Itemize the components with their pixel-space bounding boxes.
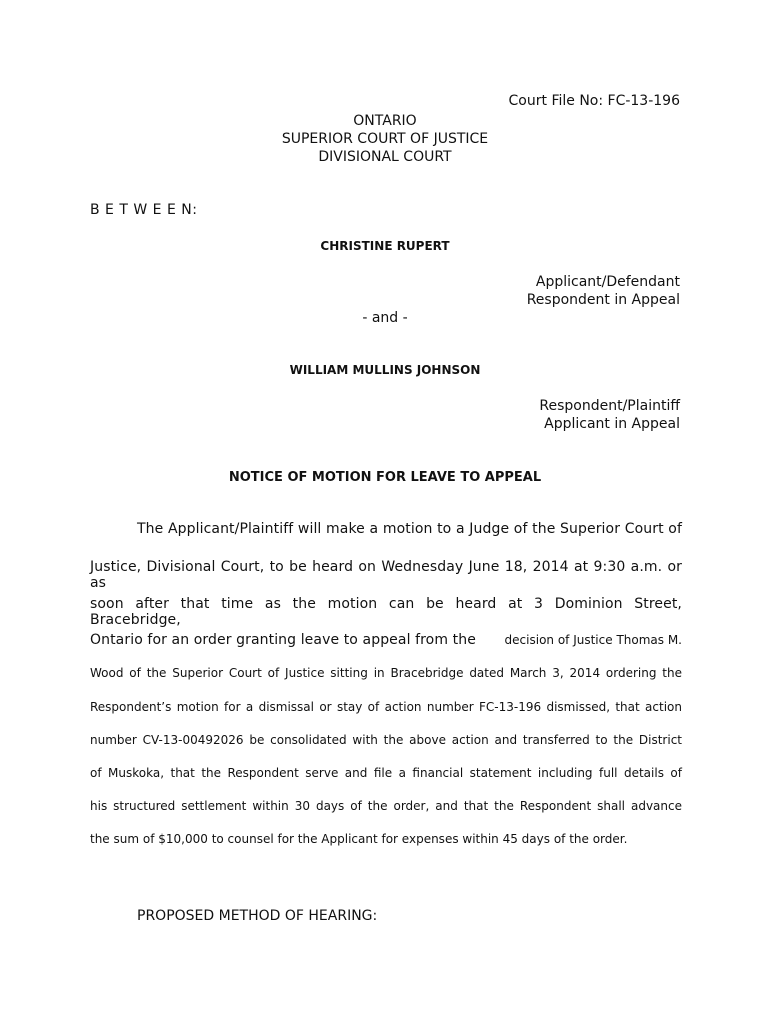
body-line-10: the sum of $10,000 to counsel for the Applicant for expenses within 45 days of the order. [90,832,628,846]
party1-role-line2: Respondent in Appeal [526,292,680,308]
party1-name: CHRISTINE RUPERT [320,239,450,253]
body-line-6: Respondent’s motion for a dismissal or stay of action number FC-13-196 dismissed, that action [90,700,682,714]
notice-title: NOTICE OF MOTION FOR LEAVE TO APPEAL [228,470,542,485]
body-line-1: The Applicant/Plaintiff will make a motion to a Judge of the Superior Court of [137,521,682,537]
section-heading: PROPOSED METHOD OF HEARING: [137,908,378,924]
body-line-7: number CV-13-00492026 be consolidated with the above action and transferred to the District [90,733,682,747]
body-line-2: Justice, Divisional Court, to be heard on Wednesday June 18, 2014 at 9:30 a.m. or as [90,559,682,591]
party2-name: WILLIAM MULLINS JOHNSON [289,363,481,377]
and-separator: - and - [362,310,408,326]
party2-role-line2: Applicant in Appeal [544,416,680,432]
body-line-4-part-b: decision of Justice Thomas M. [504,633,682,647]
body-line-4-part-a: Ontario for an order granting leave to appeal from the [90,632,476,648]
body-line-4 [90,632,682,648]
court-heading: SUPERIOR COURT OF JUSTICE [281,131,489,147]
party1-role-line1: Applicant/Defendant [535,274,680,290]
court-file-number: Court File No: FC-13-196 [508,93,680,109]
body-line-9: his structured settlement within 30 days of the order, and that the Respondent shall advance [90,799,682,813]
body-line-5: Wood of the Superior Court of Justice sitting in Bracebridge dated March 3, 2014 ordering the [90,666,682,680]
division-heading: DIVISIONAL COURT [318,149,452,165]
body-line-8: of Muskoka, that the Respondent serve and file a financial statement including full details of [90,766,682,780]
between-label: B E T W E E N: [90,202,198,218]
jurisdiction-heading: ONTARIO [353,113,417,129]
party2-role-line1: Respondent/Plaintiff [539,398,680,414]
body-line-3: soon after that time as the motion can be heard at 3 Dominion Street, Bracebridge, [90,596,682,628]
